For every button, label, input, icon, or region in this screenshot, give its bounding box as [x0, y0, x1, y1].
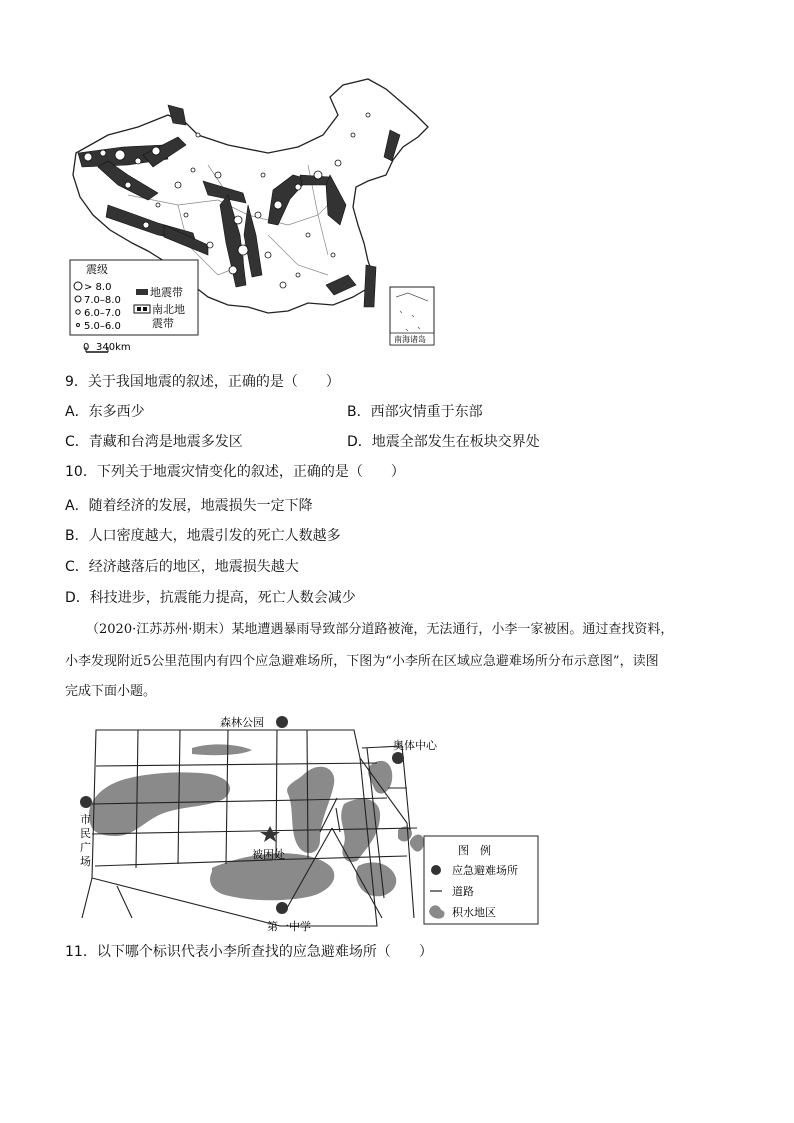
q11-stem: 11．以下哪个标识代表小李所查找的应急避难场所（ ） — [65, 944, 433, 960]
legend-title: 震级 — [86, 263, 108, 276]
q9-option-b[interactable]: B．西部灾情重于东部 — [347, 404, 483, 420]
label-plaza-2: 民 — [80, 827, 91, 840]
inset-label: 南海诸岛 — [394, 335, 426, 344]
shelter-map — [62, 708, 542, 933]
label-plaza-3: 广 — [80, 841, 91, 854]
trapped-star-icon — [260, 826, 280, 842]
map2-legend-water: 积水地区 — [452, 906, 496, 919]
shelter-sports-center — [392, 752, 404, 764]
shelter-first-middle-school — [276, 902, 288, 914]
legend-ns-belt-line2: 震带 — [152, 317, 174, 330]
label-plaza-1: 市 — [80, 813, 91, 826]
legend-level-3: 6.0–7.0 — [84, 308, 121, 319]
q10-option-b[interactable]: B．人口密度越大，地震引发的死亡人数越多 — [65, 528, 341, 544]
shelter-civic-plaza — [80, 796, 92, 808]
passage-line-3: 完成下面小题。 — [65, 684, 157, 699]
label-trapped: 被困处 — [252, 848, 285, 861]
q9-option-c[interactable]: C．青藏和台湾是地震多发区 — [65, 434, 243, 450]
q10-option-c[interactable]: C．经济越落后的地区，地震损失越大 — [65, 559, 299, 575]
map2-legend-shelter: 应急避难场所 — [452, 864, 518, 877]
legend-ns-belt-line1: 南北地 — [152, 303, 185, 316]
q9-stem: 9．关于我国地震的叙述，正确的是（ ） — [65, 374, 340, 390]
q9-option-d[interactable]: D．地震全部发生在板块交界处 — [347, 434, 540, 450]
q10-option-a[interactable]: A．随着经济的发展，地震损失一定下降 — [65, 498, 313, 514]
shelter-forest-park — [276, 716, 288, 728]
legend-level-2: 7.0–8.0 — [84, 295, 121, 306]
scale-zero: 0 — [83, 342, 90, 353]
q10-option-d[interactable]: D．科技进步，抗震能力提高，死亡人数会减少 — [65, 590, 356, 606]
earthquake-map — [68, 75, 448, 360]
label-plaza-4: 场 — [80, 855, 91, 868]
passage-line-2: 小李发现附近5公里范围内有四个应急避难场所，下图为“小李所在区域应急避难场所分布示意图”，读图 — [65, 654, 659, 669]
label-forest-park: 森林公园 — [220, 716, 264, 729]
legend-belt: 地震带 — [150, 286, 183, 299]
legend-level-1: > 8.0 — [84, 282, 112, 293]
scale-value: 340km — [96, 342, 131, 353]
shelter-map-graphic — [62, 708, 542, 933]
earthquake-map-graphic — [68, 75, 448, 360]
label-sports-center: 奥体中心 — [393, 739, 437, 752]
legend-level-4: 5.0–6.0 — [84, 321, 121, 332]
map2-legend-title: 图 例 — [458, 844, 491, 857]
q10-stem: 10．下列关于地震灾情变化的叙述，正确的是（ ） — [65, 464, 405, 480]
q9-option-a[interactable]: A．东多西少 — [65, 404, 145, 420]
label-school: 第一中学 — [267, 920, 311, 933]
map2-legend-road: 道路 — [452, 885, 474, 898]
passage-line-1: （2020·江苏苏州·期末）某地遭遇暴雨导致部分道路被淹，无法通行，小李一家被困。通过查找资料， — [86, 622, 674, 637]
